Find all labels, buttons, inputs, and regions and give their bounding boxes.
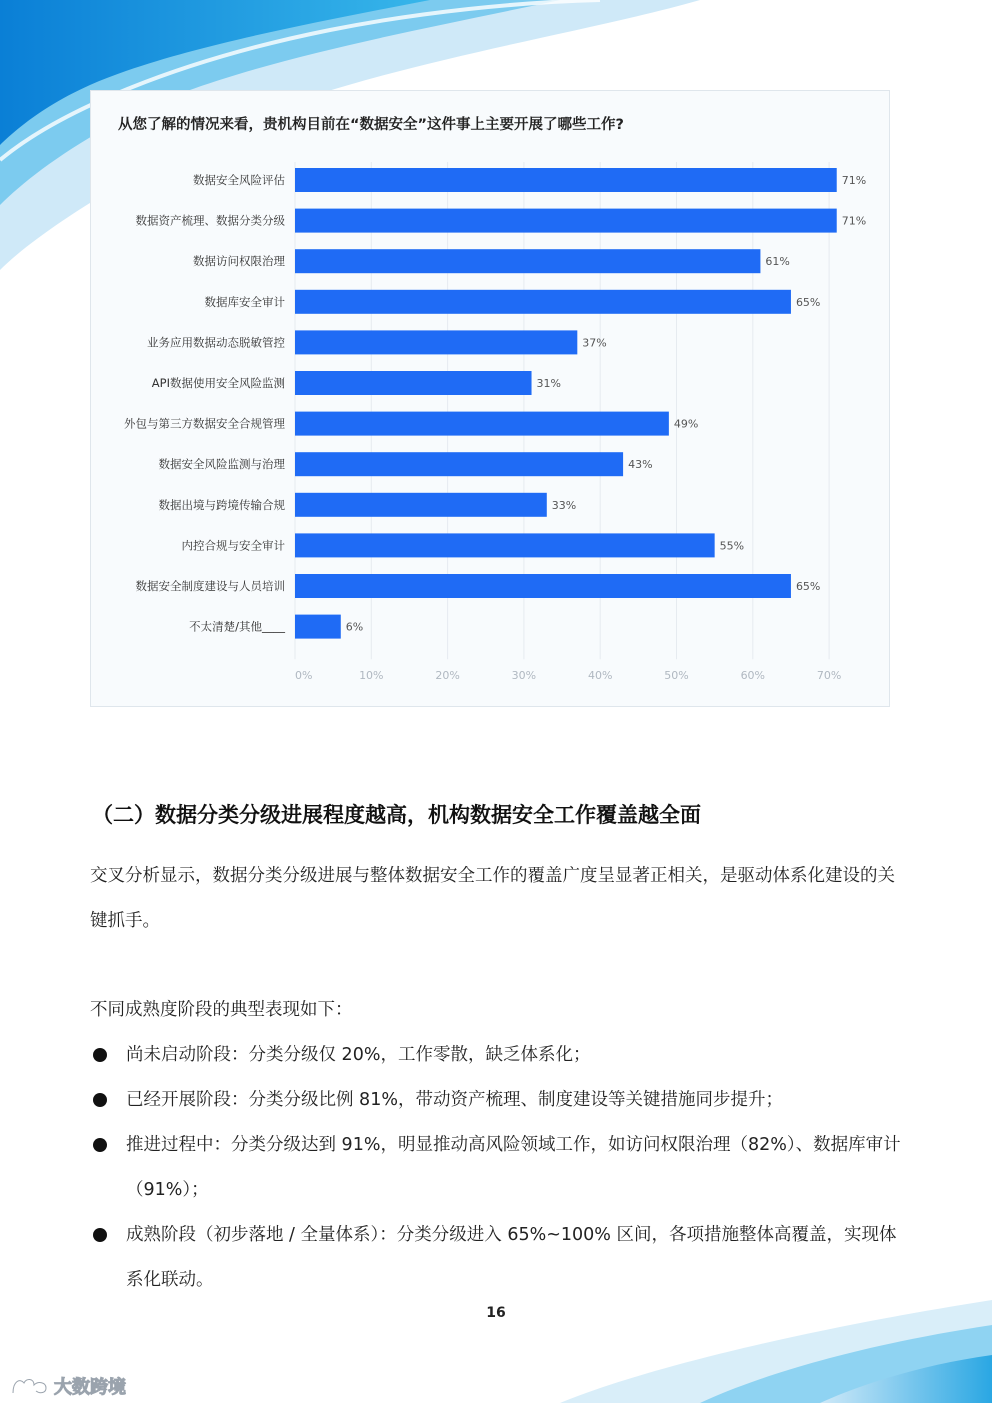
x-tick-label: 70% (816, 669, 842, 683)
value-label: 71% (841, 214, 867, 228)
bullet-item (90, 1033, 910, 1078)
value-label: 65% (795, 580, 821, 593)
paragraph-analysis: 交叉分析显示，数据分类分级进展与整体数据安全工作的覆盖广度呈显著正相关，是驱动体系化建设的关键抓手。 (90, 866, 895, 931)
page-number: 16 (486, 1305, 506, 1321)
watermark (10, 1373, 126, 1399)
x-tick-label: 20% (435, 669, 460, 683)
category-label: 数据资产梳理、数据分类分级 (135, 213, 285, 228)
value-label: 71% (841, 174, 867, 187)
bar (295, 452, 623, 476)
value-label: 37% (582, 336, 607, 350)
bar (295, 574, 791, 598)
bullet-text: 尚未启动阶段：分类分级仅 20%，工作零散，缺乏体系化； (126, 1045, 591, 1065)
x-tick-label: 60% (740, 669, 766, 683)
value-label: 65% (795, 295, 821, 309)
category-label: 数据安全风险监测与治理 (158, 457, 285, 472)
bar (295, 412, 669, 436)
bullet-dot-icon (93, 1093, 107, 1107)
bullet-item (90, 1123, 910, 1213)
bullet-text: 成熟阶段（初步落地 / 全量体系）：分类分级进入 65%~100% 区间，各项措施整体高覆盖，实现体系化联动。 (126, 1225, 897, 1290)
bullet-dot-icon (93, 1048, 107, 1062)
bullet-item (90, 1213, 910, 1303)
value-label: 33% (551, 498, 577, 512)
category-label: 数据访问权限治理 (193, 254, 285, 269)
x-tick-label: 50% (664, 669, 689, 683)
bar (295, 168, 837, 192)
chart-card (90, 90, 890, 707)
bar (295, 493, 547, 517)
section-heading: （二）数据分类分级进展程度越高，机构数据安全工作覆盖越全面 (92, 803, 701, 827)
x-tick-label: 10% (359, 669, 384, 683)
category-label: 数据安全风险评估 (193, 173, 285, 187)
bar (295, 249, 760, 273)
watermark-logo-icon (10, 1375, 50, 1397)
value-label: 61% (765, 255, 790, 269)
bar (295, 209, 837, 233)
value-label: 6% (345, 620, 364, 634)
bar (295, 330, 577, 354)
bar (295, 290, 791, 314)
bullet-text: 已经开展阶段：分类分级比例 81%，带动资产梳理、制度建设等关键措施同步提升； (126, 1090, 783, 1110)
bullet-dot-icon (93, 1138, 107, 1152)
x-tick-label: 30% (511, 669, 537, 683)
maturity-bullet-list (90, 1033, 910, 1303)
bar-chart (91, 91, 891, 708)
category-label: 内控合规与安全审计 (181, 538, 285, 553)
value-label: 55% (719, 539, 745, 553)
value-label: 31% (536, 377, 561, 390)
chart-title: 从您了解的情况来看，贵机构目前在“数据安全”这件事上主要开展了哪些工作? (118, 117, 624, 133)
value-label: 49% (673, 417, 699, 431)
category-label: 业务应用数据动态脱敏管控 (147, 335, 285, 350)
category-label: 外包与第三方数据安全合规管理 (124, 416, 285, 431)
bar (295, 371, 532, 395)
value-label: 43% (628, 458, 653, 472)
x-tick-label: 40% (587, 669, 613, 683)
category-label: 不太清楚/其他____ (189, 619, 285, 634)
paragraph-intro: 不同成熟度阶段的典型表现如下： (90, 1000, 353, 1020)
bullet-dot-icon (93, 1228, 107, 1242)
category-label: API数据使用安全风险监测 (151, 376, 285, 390)
category-label: 数据出境与跨境传输合规 (158, 497, 285, 512)
watermark-text: 大数跨境 (54, 1377, 126, 1398)
bar (295, 615, 341, 639)
category-label: 数据安全制度建设与人员培训 (135, 579, 285, 593)
x-tick-label: 0% (295, 669, 313, 683)
bullet-item (90, 1078, 910, 1123)
bullet-text: 推进过程中：分类分级达到 91%，明显推动高风险领域工作，如访问权限治理（82%）、数据库审计（91%）； (126, 1135, 901, 1200)
bar (295, 533, 715, 557)
category-label: 数据库安全审计 (204, 294, 285, 309)
